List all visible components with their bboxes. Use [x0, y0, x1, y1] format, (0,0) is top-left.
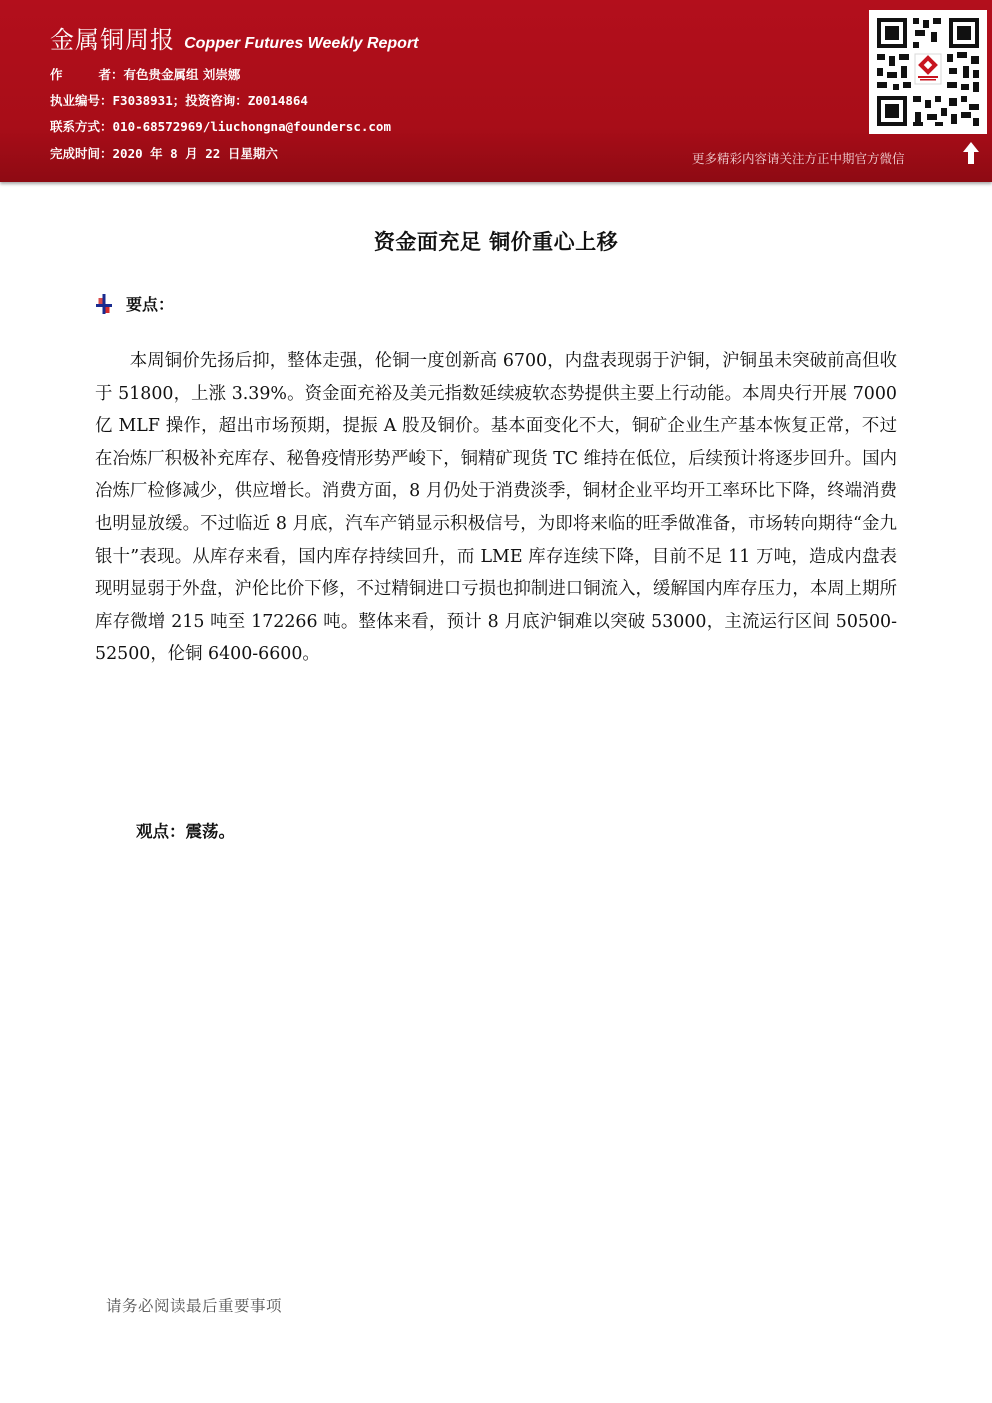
document-title: 资金面充足 铜价重心上移: [373, 230, 619, 254]
up-arrow-icon: [962, 141, 980, 165]
license-line: [50, 91, 308, 109]
author-value: 有色贵金属组 刘崇娜: [123, 67, 241, 82]
report-header: [0, 0, 992, 182]
key-points-label: 要点：: [126, 295, 175, 314]
summary-paragraph: 本周铜价先扬后抑，整体走强，伦铜一度创新高 6700，内盘表现弱于沪铜，沪铜虽未突破前高但收于 51800，上涨 3.39%。资金面充裕及美元指数延续疲软态势提供主要上行动能。本周央行开展 7000 亿 MLF 操作，超出市场预期，提振 A 股及铜价。基本面变化不大，铜矿企业生产基本恢复正常，不过在冶炼厂积极补充库存、秘鲁疫情形势严峻下，铜精矿现货 TC 维持在低位，后续预计将逐步回升。国内冶炼厂检修减少，供应增长。消费方面，8 月仍处于消费淡季，铜材企业平均开工率环比下降，终端消费也明显放缓。不过临近 8 月底，汽车产销显示积极信号，为即将来临的旺季做准备，市场转向期待“金九银十”表现。从库存来看，国内库存持续回升，而 LME 库存连续下降，目前不足 11 万吨，造成内盘表现明显弱于外盘，沪伦比价下修，不过精铜进口亏损也抑制进口铜流入，缓解国内库存压力，本周上期所库存微增 215 吨至 172266 吨。整体来看，预计 8 月底沪铜难以突破 53000，主流运行区间 50500-52500，伦铜 6400-6600。: [95, 351, 897, 665]
summary-body: [95, 345, 897, 671]
license-label: 执业编号：: [50, 93, 113, 108]
date-line: [50, 144, 278, 162]
contact-line: [50, 117, 391, 135]
view-conclusion: 观点：震荡。: [136, 822, 235, 841]
author-line: [50, 65, 240, 83]
author-label: 作 者：: [50, 67, 124, 82]
report-title: [50, 20, 419, 55]
follow-wechat-text: 更多精彩内容请关注方正中期官方微信: [692, 151, 905, 166]
report-title-zh: 金属铜周报: [50, 26, 175, 54]
contact-label: 联系方式：: [50, 119, 113, 134]
key-points-heading: [96, 292, 174, 315]
disclaimer-note: 请务必阅读最后重要事项: [106, 1297, 283, 1315]
license-value: F3038931；投资咨询：Z0014864: [112, 93, 308, 108]
qr-code-graphic: [869, 10, 987, 134]
date-label: 完成时间：: [50, 146, 113, 161]
contact-value[interactable]: 010-68572969/liuchongna@foundersc.com: [112, 119, 391, 134]
date-value: 2020 年 8 月 22 日星期六: [112, 146, 278, 161]
bullet-icon: [96, 294, 112, 314]
report-title-en: Copper Futures Weekly Report: [184, 35, 419, 52]
qr-code-icon[interactable]: [869, 10, 987, 134]
